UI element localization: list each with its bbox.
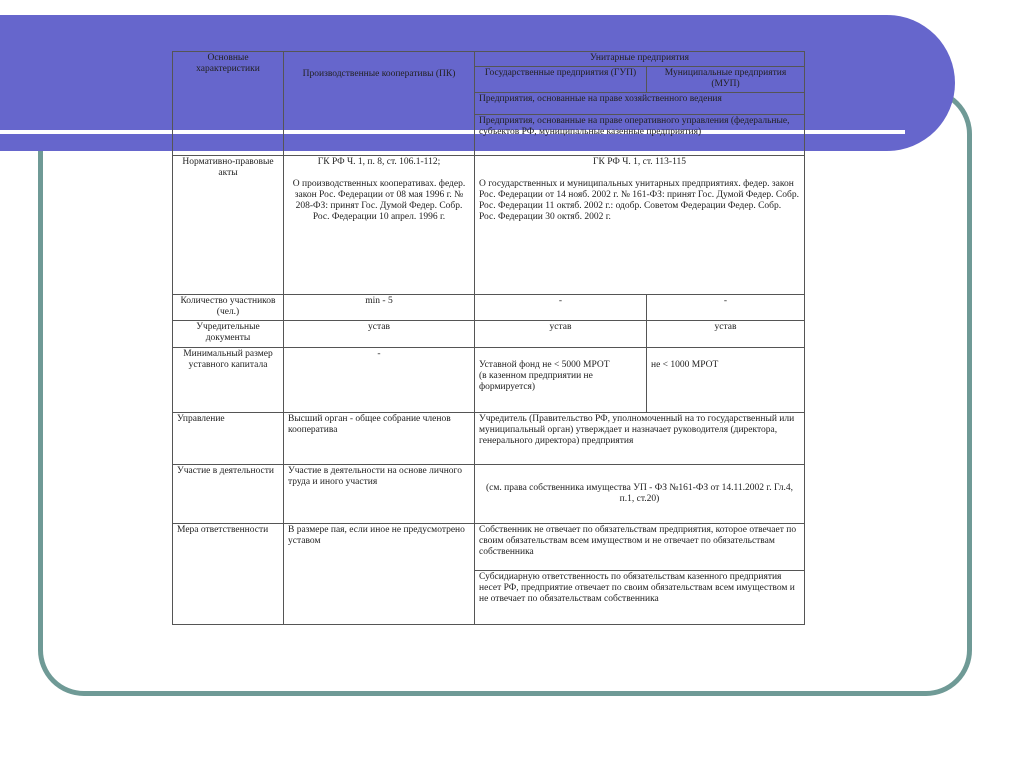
row-liability-pk: В размере пая, если иное не предусмотрено уставом [284, 524, 475, 625]
row-members-pk: min - 5 [284, 295, 475, 321]
row-legal-pk [284, 156, 475, 295]
row-founding-label: Учредительные документы [173, 321, 284, 348]
row-liability-label: Мера ответственности [173, 524, 284, 625]
capital-mup-value: не < 1000 МРОТ [651, 360, 719, 370]
row-participation-up: (см. права собственника имущества УП - ФЗ №161-ФЗ от 14.11.2002 г. Гл.4, п.1, ст.20) [475, 465, 805, 524]
header-mup: Муниципальные предприятия (МУП) [647, 67, 805, 93]
legal-pk-law: О производственных кооперативах. федер. закон Рос. Федерации от 08 мая 1996 г. № 208-ФЗ: принят Гос. Думой Федер. Собр. Рос. Федерации 10 апрел. 1996 г. [292, 179, 466, 222]
header-unitary: Унитарные предприятия [475, 52, 805, 67]
row-legal-label: Нормативно-правовые акты [173, 156, 284, 295]
row-capital-label: Минимальный размер уставного капитала [173, 348, 284, 413]
row-participation-label: Участие в деятельности [173, 465, 284, 524]
row-liability-up-subsidiary: Субсидиарную ответственность по обязательствам казенного предприятия несет РФ, предприятие отвечает по своим обязательствам всем имуществом и не отвечает по обязательствам собственника [475, 571, 805, 625]
row-members-mup: - [647, 295, 805, 321]
header-characteristics: Основные характеристики [173, 52, 284, 156]
row-founding-mup: устав [647, 321, 805, 348]
row-capital-pk: - [284, 348, 475, 413]
row-capital-gup [475, 348, 647, 413]
header-operational-management: Предприятия, основанные на праве оперативного управления (федеральные, субъектов РФ, муниципальные казенные предприятия) [475, 115, 805, 156]
row-members-label: Количество участников (чел.) [173, 295, 284, 321]
row-members-gup: - [475, 295, 647, 321]
capital-gup-value: Уставной фонд не < 5000 МРОТ [479, 360, 610, 370]
legal-up-law: О государственных и муниципальных унитарных предприятиях. федер. закон Рос. Федерации от 14 нояб. 2002 г. № 161-ФЗ: принят Гос. Думой Федер. Собр. Рос. Федерации 11 октяб. 2002 г.: одобр. Советом Федерации Федер. Собр. Рос. Федерации 30 октяб. 2002 г. [479, 179, 799, 222]
row-founding-pk: устав [284, 321, 475, 348]
row-legal-up [475, 156, 805, 295]
row-liability-up-owner: Собственник не отвечает по обязательствам предприятия, которое отвечает по своим обязательствам всем имуществом и не отвечает по обязательствам собственника [475, 524, 805, 571]
header-economic-management: Предприятия, основанные на праве хозяйственного ведения [475, 93, 805, 115]
legal-pk-code: ГК РФ Ч. 1, п. 8, ст. 106.1-112; [317, 157, 441, 167]
row-management-label: Управление [173, 413, 284, 465]
row-founding-gup: устав [475, 321, 647, 348]
legal-up-code: ГК РФ Ч. 1, ст. 113-115 [593, 157, 686, 167]
capital-gup-note: (в казенном предприятии не формируется) [479, 371, 593, 392]
row-capital-mup [647, 348, 805, 413]
row-management-pk: Высший орган - общее собрание членов кооператива [284, 413, 475, 465]
row-participation-pk: Участие в деятельности на основе личного труда и иного участия [284, 465, 475, 524]
row-management-up: Учредитель (Правительство РФ, уполномоченный на то государственный или муниципальный орган) утверждает и назначает руководителя (директора, генерального директора) предприятия [475, 413, 805, 465]
header-cooperatives: Производственные кооперативы (ПК) [284, 52, 475, 156]
header-gup: Государственные предприятия (ГУП) [475, 67, 647, 93]
comparison-table-container [172, 51, 804, 622]
comparison-table [172, 51, 805, 625]
